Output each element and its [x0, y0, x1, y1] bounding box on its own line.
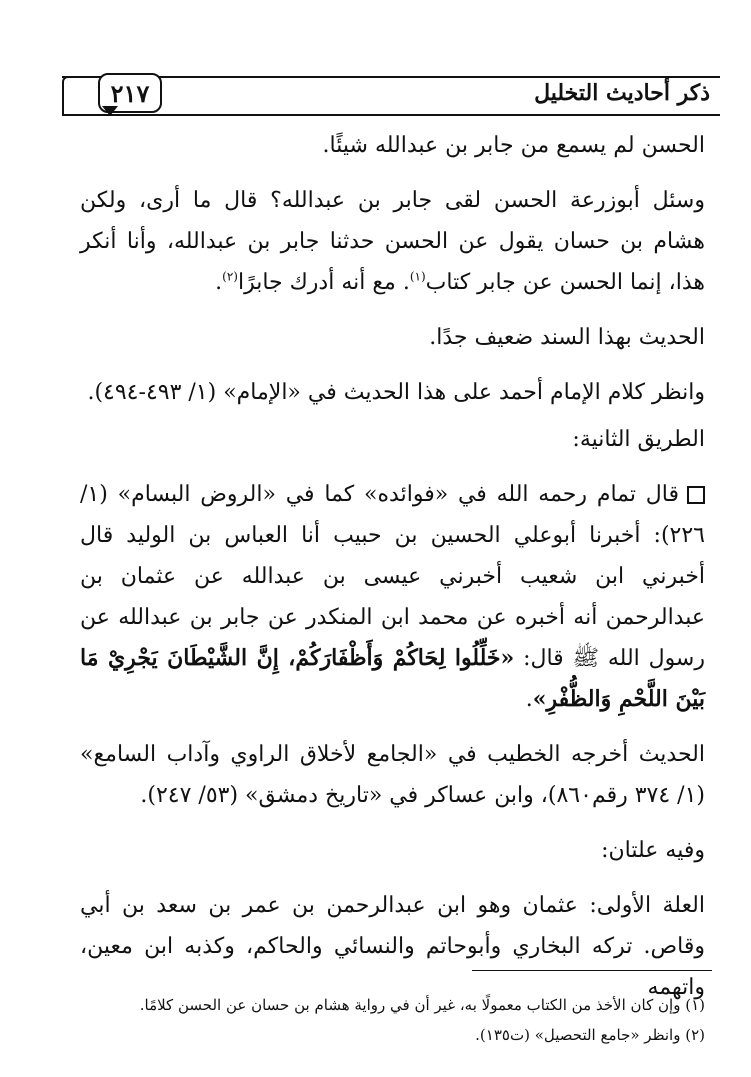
paragraph-7: الحديث أخرجه الخطيب في «الجامع لأخلاق الراوي وآداب السامع» (١/ ٣٧٤ رقم٨٦٠)، وابن عساكر في «تاريخ دمشق» (٥٣/ ٢٤٧).	[80, 742, 705, 808]
footnote-2: (٢) وانظر «جامع التحصيل» (ت١٣٥).	[475, 1026, 705, 1044]
paragraph-6	[80, 474, 705, 720]
main-text	[80, 125, 705, 1014]
paragraph-2-text: وسئل أبوزرعة الحسن لقى جابر بن عبدالله؟ قال ما أرى، ولكن هشام بن حسان يقول عن الحسن حدثنا جابر بن عبدالله، وأنا أنكر هذا، إنما الحسن عن جابر كتاب	[80, 188, 705, 295]
page-number: ٢١٧	[98, 73, 162, 113]
paragraph-4: وانظر كلام الإمام أحمد على هذا الحديث في «الإمام» (١/ ٤٩٣-٤٩٤).	[87, 380, 705, 405]
running-title: ذكر أحاديث التخليل	[534, 80, 710, 106]
paragraph-6-lead: قال تمام رحمه الله في «فوائده» كما في «الروض البسام» (١/ ٢٢٦):	[80, 482, 705, 548]
page-number-tab-ornament	[102, 106, 118, 116]
footnote-ref-1[interactable]: (١)	[409, 269, 426, 284]
paragraph-6-body: أخبرنا أبوعلي الحسين بن حبيب أنا العباس بن الوليد قال أخبرني ابن شعيب أخبرني عيسى بن عبدالله عن عثمان بن عبدالرحمن أنه أخبره عن محمد ابن المنكدر عن جابر بن عبدالله عن رسول الله ﷺ قال:	[80, 523, 705, 671]
page-header	[62, 76, 720, 116]
paragraph-6-end: .	[525, 687, 533, 712]
paragraph-8: وفيه علتان:	[601, 838, 705, 863]
section-heading-second-route: الطريق الثانية:	[572, 427, 705, 452]
paragraph-2	[80, 180, 705, 303]
header-frame-corner	[62, 76, 98, 114]
hadith-text: «خَلِّلُوا لِحَاكُمْ وَأَظْفَارَكُمْ، إِنَّ الشَّيْطَانَ يَجْرِيْ مَا بَيْنَ اللَّحْمِ وَالظُّفْرِ»	[80, 645, 705, 712]
footnotes	[80, 990, 705, 1050]
footnote-ref-2[interactable]: (٢)	[222, 269, 238, 284]
footnote-separator	[472, 970, 712, 971]
paragraph-9: العلة الأولى: عثمان وهو ابن عبدالرحمن بن عمر بن سعد بن أبي وقاص. تركه البخاري وأبوحاتم والنسائي والحاكم، وكذبه ابن معين، واتهمه	[80, 893, 705, 1000]
footnote-1: (١) وإن كان الأخذ من الكتاب معمولًا به، غير أن في رواية هشام بن حسان عن الحسن كلامًا.	[139, 996, 705, 1014]
paragraph-2-end: .	[215, 270, 223, 295]
paragraph-3: الحديث بهذا السند ضعيف جدًا.	[429, 325, 705, 350]
checkbox-icon	[687, 486, 705, 504]
paragraph-2-middle: . مع أنه أدرك جابرًا	[237, 270, 410, 295]
paragraph-1: الحسن لم يسمع من جابر بن عبدالله شيئًا.	[322, 133, 705, 158]
